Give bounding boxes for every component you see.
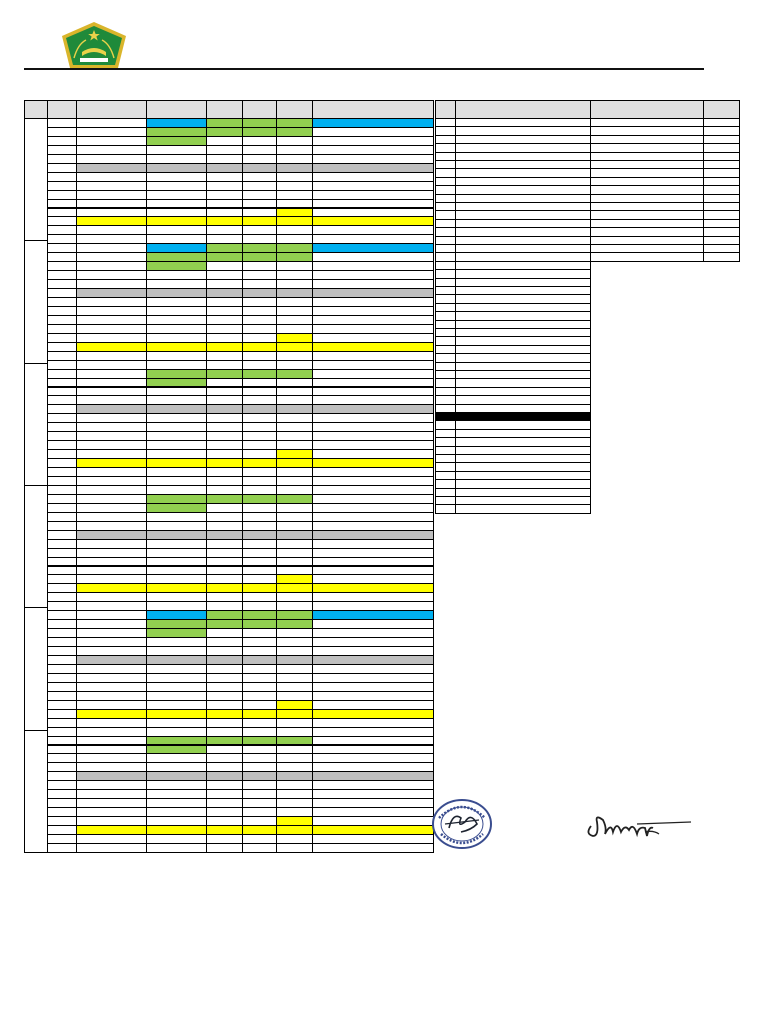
handwritten-signature-image: [583, 812, 693, 842]
schedule-header-cell: [312, 100, 434, 119]
emblem-ribbon: [80, 58, 108, 62]
side-table-cell: [590, 252, 704, 261]
side-table-header-cell: [703, 100, 740, 119]
schedule-header-cell: [76, 100, 147, 119]
schedule-header-cell: [206, 100, 243, 119]
schedule-cell: [276, 843, 313, 853]
header-rule: [24, 68, 704, 70]
round-stamp-image: [431, 798, 493, 850]
side-table-cell: [455, 504, 591, 513]
schedule-cell: [242, 843, 277, 853]
schedule-cell: [206, 843, 243, 853]
ministry-emblem-logo: [60, 20, 128, 70]
schedule-day-block: [24, 730, 48, 853]
side-table-cell: [703, 252, 740, 261]
schedule-cell: [146, 843, 207, 853]
schedule-cell: [312, 843, 434, 853]
schedule-header-cell: [242, 100, 277, 119]
side-table-header-cell: [435, 100, 456, 119]
schedule-day-block: [24, 363, 48, 486]
schedule-header-cell: [47, 100, 77, 119]
schedule-header-cell: [146, 100, 207, 119]
schedule-day-block: [24, 485, 48, 608]
schedule-day-block: [24, 240, 48, 363]
side-table-header-cell: [590, 100, 704, 119]
schedule-day-block: [24, 607, 48, 730]
side-table-header-cell: [455, 100, 591, 119]
schedule-cell: [76, 843, 147, 853]
schedule-day-block: [24, 118, 48, 241]
schedule-cell: [47, 843, 77, 853]
schedule-header-cell: [24, 100, 48, 119]
schedule-grid: [24, 100, 433, 863]
side-table-cell: [435, 504, 456, 513]
side-table: [435, 100, 740, 552]
schedule-header-cell: [276, 100, 313, 119]
